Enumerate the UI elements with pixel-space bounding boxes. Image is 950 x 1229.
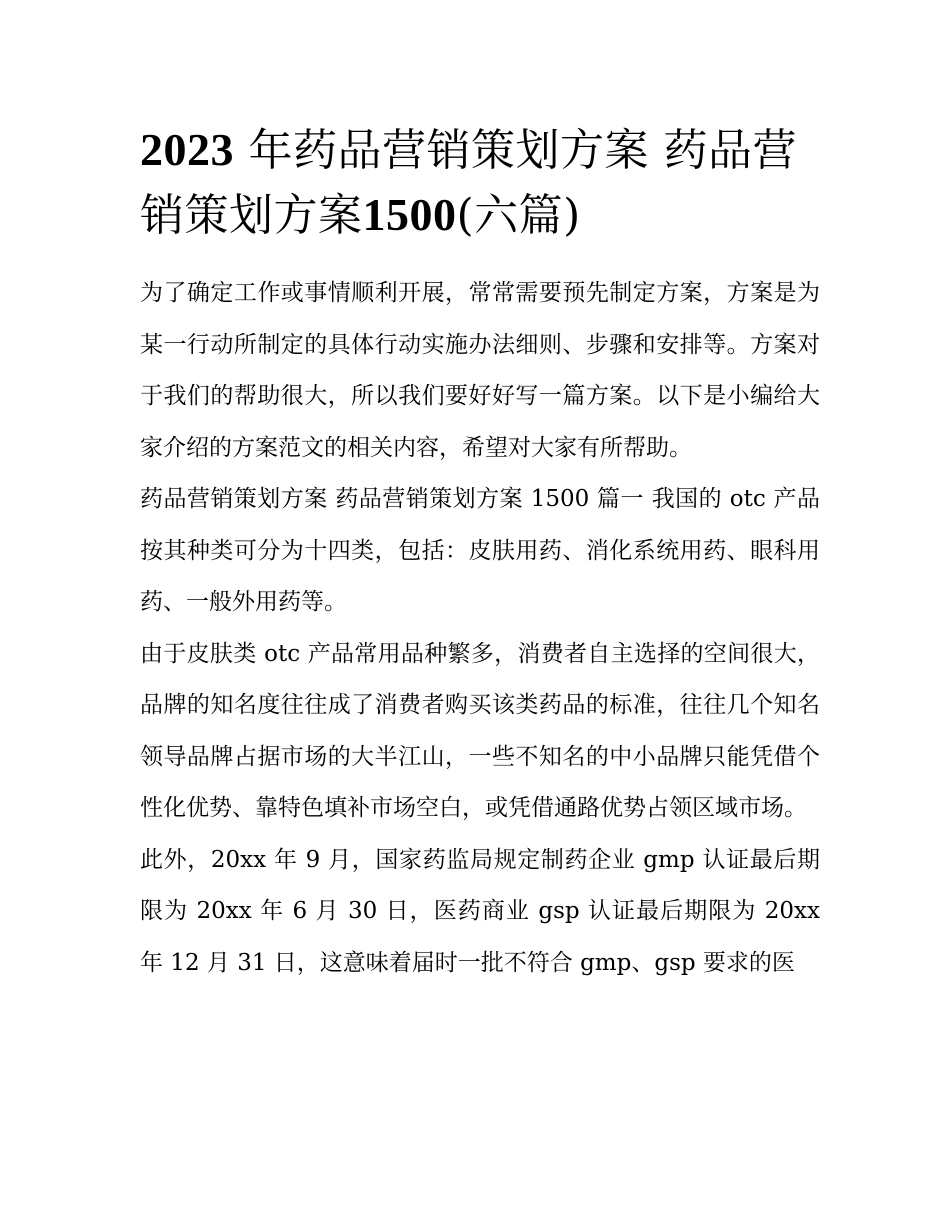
title-text-part1: 年药品营销策划方案 药品营销策划方案: [140, 125, 797, 241]
document-body: [140, 268, 820, 989]
document-page: [140, 118, 820, 989]
title-year: 2023: [140, 124, 234, 175]
paragraph-intro: 为了确定工作或事情顺利开展，常常需要预先制定方案，方案是为某一行动所制定的具体行动实施办法细则、步骤和安排等。方案对于我们的帮助很大，所以我们要好好写一篇方案。以下是小编给大家介绍的方案范文的相关内容，希望对大家有所帮助。: [140, 280, 820, 461]
title-text-part2: (六篇): [456, 190, 581, 241]
paragraph-skin-otc-market: 由于皮肤类 otc 产品常用品种繁多，消费者自主选择的空间很大，品牌的知名度往往成了消费者购买该类药品的标准，往往几个知名领导品牌占据市场的大半江山，一些不知名的中小品牌只能凭借个性化优势、靠特色填补市场空白，或凭借通路优势占领区域市场。: [140, 640, 820, 821]
paragraph-otc-categories: 药品营销策划方案 药品营销策划方案 1500 篇一 我国的 otc 产品按其种类可分为十四类，包括：皮肤用药、消化系统用药、眼科用药、一般外用药等。: [140, 486, 820, 615]
paragraph-gmp-gsp: 此外，20xx 年 9 月，国家药监局规定制药企业 gmp 认证最后期限为 20xx 年 6 月 30 日，医药商业 gsp 认证最后期限为 20xx 年 12 月 31 日，这意味着届时一批不符合 gmp、gsp 要求的医: [140, 846, 820, 976]
document-title: [140, 118, 820, 248]
title-count: 1500: [362, 189, 457, 240]
